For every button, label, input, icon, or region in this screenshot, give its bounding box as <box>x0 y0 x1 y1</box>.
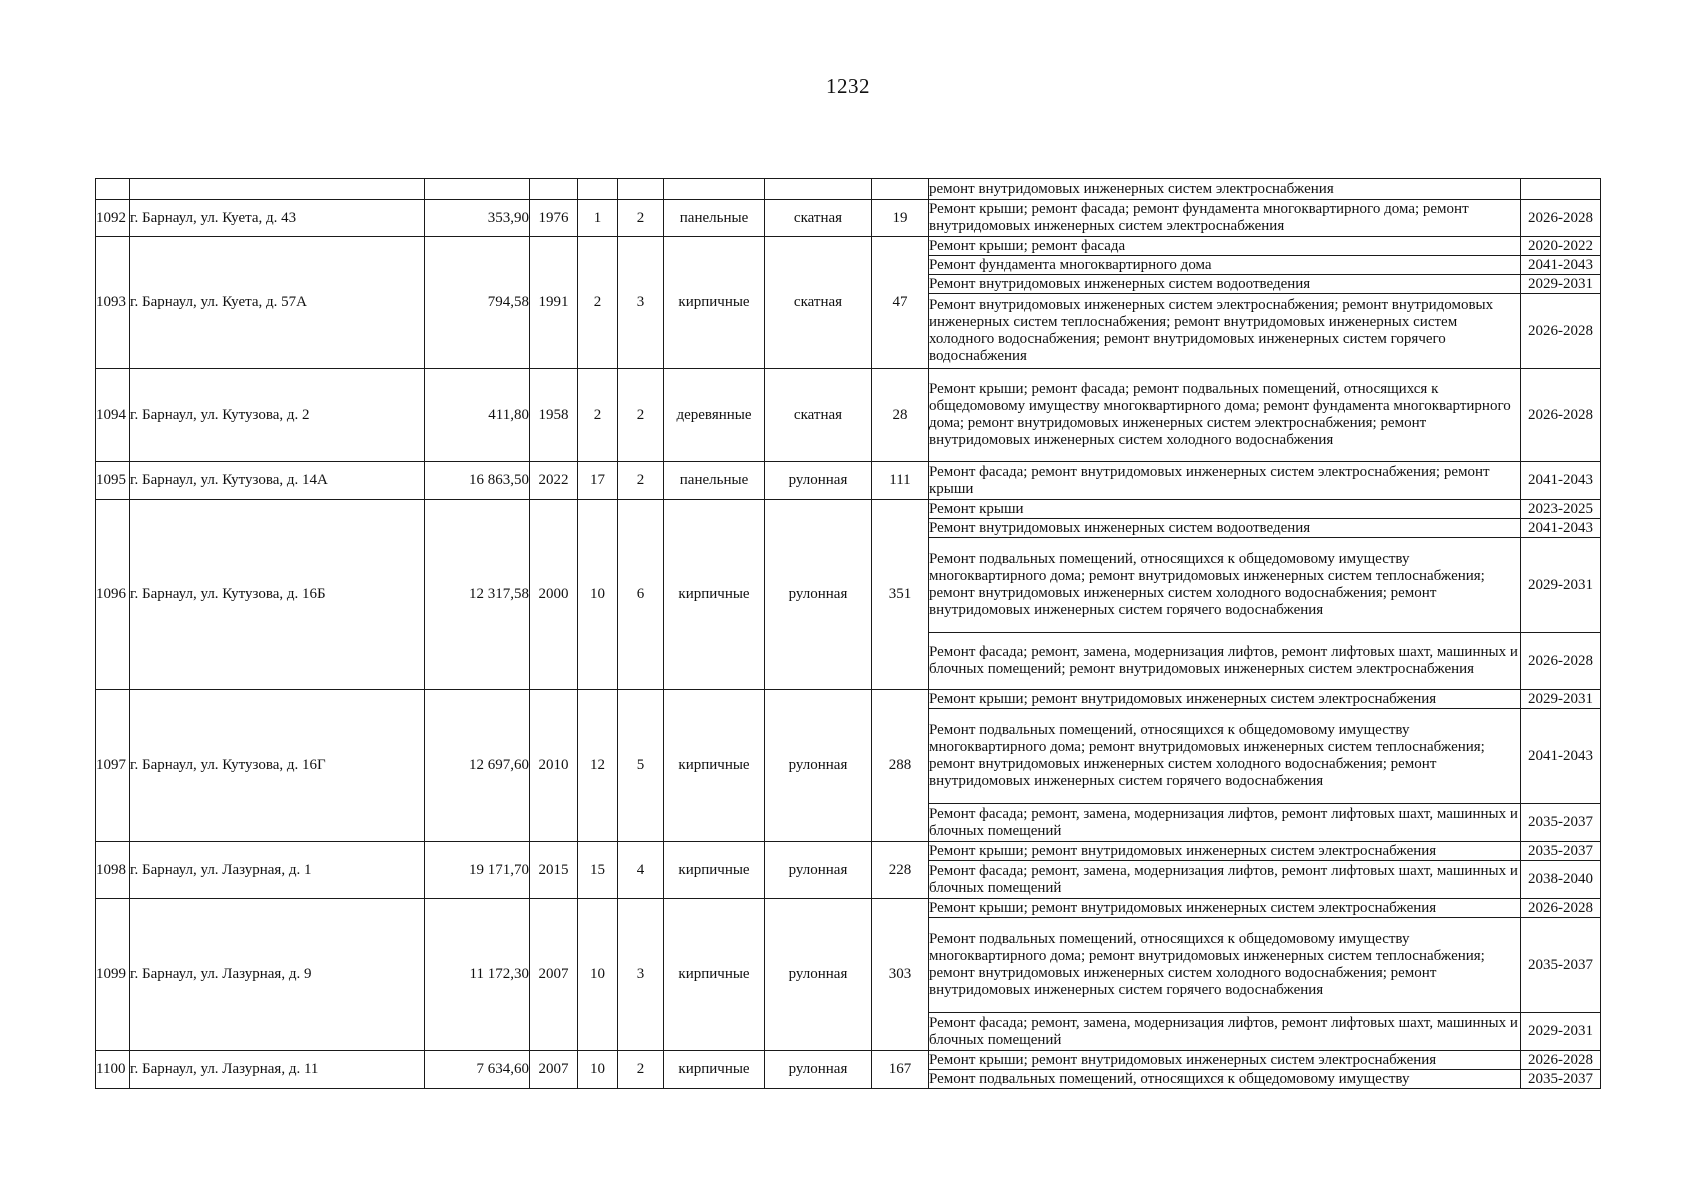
floors-count: 15 <box>578 842 618 899</box>
table-row <box>96 500 1601 519</box>
house-number: 1094 <box>96 369 130 462</box>
residents-count: 228 <box>872 842 929 899</box>
residents-count <box>872 179 929 200</box>
work-period: 2029-2031 <box>1521 1013 1601 1051</box>
work-description: Ремонт внутридомовых инженерных систем водоотведения <box>929 275 1521 294</box>
roof-type: скатная <box>765 237 872 369</box>
work-period: 2038-2040 <box>1521 861 1601 899</box>
residents-count: 19 <box>872 200 929 237</box>
work-description: Ремонт крыши; ремонт внутридомовых инженерных систем электроснабжения <box>929 899 1521 918</box>
construction-year: 1958 <box>530 369 578 462</box>
entrances-count: 3 <box>618 899 664 1051</box>
construction-year: 2007 <box>530 1051 578 1089</box>
house-area: 353,90 <box>425 200 530 237</box>
entrances-count: 2 <box>618 200 664 237</box>
work-period: 2020-2022 <box>1521 237 1601 256</box>
roof-type: рулонная <box>765 690 872 842</box>
construction-year: 2000 <box>530 500 578 690</box>
table-row <box>96 179 1601 200</box>
work-description: Ремонт подвальных помещений, относящихся к общедомовому имуществу <box>929 1070 1521 1089</box>
work-period: 2041-2043 <box>1521 519 1601 538</box>
house-address: г. Барнаул, ул. Куета, д. 43 <box>130 200 425 237</box>
floors-count: 10 <box>578 899 618 1051</box>
wall-material: кирпичные <box>664 500 765 690</box>
house-number: 1099 <box>96 899 130 1051</box>
house-number: 1098 <box>96 842 130 899</box>
entrances-count <box>618 179 664 200</box>
work-period: 2026-2028 <box>1521 899 1601 918</box>
roof-type <box>765 179 872 200</box>
work-description: Ремонт подвальных помещений, относящихся к общедомовому имуществу многоквартирного дома; ремонт внутридомовых инженерных систем теплоснабжения; ремонт внутридомовых инженерных систем холодного водоснабжения; ремонт внутридомовых инженерных систем горячего водоснабжения <box>929 918 1521 1013</box>
house-area: 12 697,60 <box>425 690 530 842</box>
house-address: г. Барнаул, ул. Кутузова, д. 14А <box>130 462 425 500</box>
construction-year: 1991 <box>530 237 578 369</box>
repair-schedule-table <box>95 178 1601 1089</box>
house-number: 1095 <box>96 462 130 500</box>
table-row <box>96 200 1601 237</box>
roof-type: скатная <box>765 369 872 462</box>
house-address <box>130 179 425 200</box>
floors-count: 10 <box>578 500 618 690</box>
work-description: Ремонт подвальных помещений, относящихся к общедомовому имуществу многоквартирного дома; ремонт внутридомовых инженерных систем теплоснабжения; ремонт внутридомовых инженерных систем холодного водоснабжения; ремонт внутридомовых инженерных систем горячего водоснабжения <box>929 709 1521 804</box>
work-period: 2035-2037 <box>1521 1070 1601 1089</box>
house-address: г. Барнаул, ул. Лазурная, д. 11 <box>130 1051 425 1089</box>
page-number: 1232 <box>826 74 870 98</box>
floors-count: 1 <box>578 200 618 237</box>
work-description: Ремонт фасада; ремонт внутридомовых инженерных систем электроснабжения; ремонт крыши <box>929 462 1521 500</box>
wall-material: кирпичные <box>664 1051 765 1089</box>
table-row <box>96 842 1601 861</box>
entrances-count: 2 <box>618 462 664 500</box>
work-period: 2041-2043 <box>1521 462 1601 500</box>
roof-type: рулонная <box>765 500 872 690</box>
wall-material <box>664 179 765 200</box>
work-description: Ремонт крыши <box>929 500 1521 519</box>
work-period <box>1521 179 1601 200</box>
construction-year: 2010 <box>530 690 578 842</box>
house-address: г. Барнаул, ул. Кутузова, д. 2 <box>130 369 425 462</box>
work-description: Ремонт внутридомовых инженерных систем водоотведения <box>929 519 1521 538</box>
work-description: Ремонт крыши; ремонт фасада <box>929 237 1521 256</box>
table-row <box>96 899 1601 918</box>
construction-year: 2022 <box>530 462 578 500</box>
house-number: 1096 <box>96 500 130 690</box>
residents-count: 351 <box>872 500 929 690</box>
roof-type: рулонная <box>765 899 872 1051</box>
work-description: Ремонт внутридомовых инженерных систем электроснабжения; ремонт внутридомовых инженерных систем теплоснабжения; ремонт внутридомовых инженерных систем холодного водоснабжения; ремонт внутридомовых инженерных систем горячего водоснабжения <box>929 294 1521 369</box>
work-description: Ремонт крыши; ремонт внутридомовых инженерных систем электроснабжения <box>929 1051 1521 1070</box>
work-period: 2026-2028 <box>1521 200 1601 237</box>
roof-type: скатная <box>765 200 872 237</box>
entrances-count: 2 <box>618 369 664 462</box>
work-period: 2041-2043 <box>1521 709 1601 804</box>
work-period: 2035-2037 <box>1521 804 1601 842</box>
entrances-count: 3 <box>618 237 664 369</box>
house-area: 11 172,30 <box>425 899 530 1051</box>
house-area: 16 863,50 <box>425 462 530 500</box>
wall-material: кирпичные <box>664 690 765 842</box>
work-period: 2026-2028 <box>1521 1051 1601 1070</box>
entrances-count: 2 <box>618 1051 664 1089</box>
floors-count <box>578 179 618 200</box>
house-area: 411,80 <box>425 369 530 462</box>
house-area: 12 317,58 <box>425 500 530 690</box>
work-period: 2035-2037 <box>1521 842 1601 861</box>
house-area <box>425 179 530 200</box>
wall-material: деревянные <box>664 369 765 462</box>
construction-year <box>530 179 578 200</box>
work-description: Ремонт крыши; ремонт внутридомовых инженерных систем электроснабжения <box>929 690 1521 709</box>
table-row <box>96 690 1601 709</box>
table-row <box>96 1051 1601 1070</box>
wall-material: панельные <box>664 200 765 237</box>
floors-count: 2 <box>578 369 618 462</box>
wall-material: кирпичные <box>664 899 765 1051</box>
work-description: Ремонт фасада; ремонт, замена, модернизация лифтов, ремонт лифтовых шахт, машинных и блочных помещений <box>929 804 1521 842</box>
work-description: Ремонт крыши; ремонт фасада; ремонт подвальных помещений, относящихся к общедомовому имуществу многоквартирного дома; ремонт фундамента многоквартирного дома; ремонт внутридомовых инженерных систем электроснабжения; ремонт внутридомовых инженерных систем холодного водоснабжения <box>929 369 1521 462</box>
house-address: г. Барнаул, ул. Лазурная, д. 1 <box>130 842 425 899</box>
residents-count: 288 <box>872 690 929 842</box>
floors-count: 2 <box>578 237 618 369</box>
work-period: 2029-2031 <box>1521 275 1601 294</box>
work-description: Ремонт подвальных помещений, относящихся к общедомовому имуществу многоквартирного дома; ремонт внутридомовых инженерных систем теплоснабжения; ремонт внутридомовых инженерных систем холодного водоснабжения; ремонт внутридомовых инженерных систем горячего водоснабжения <box>929 538 1521 633</box>
work-description: Ремонт крыши; ремонт внутридомовых инженерных систем электроснабжения <box>929 842 1521 861</box>
work-description: Ремонт фасада; ремонт, замена, модернизация лифтов, ремонт лифтовых шахт, машинных и блочных помещений <box>929 861 1521 899</box>
house-number: 1093 <box>96 237 130 369</box>
construction-year: 2007 <box>530 899 578 1051</box>
work-description: Ремонт фасада; ремонт, замена, модернизация лифтов, ремонт лифтовых шахт, машинных и блочных помещений <box>929 1013 1521 1051</box>
roof-type: рулонная <box>765 842 872 899</box>
table-row <box>96 237 1601 256</box>
work-period: 2026-2028 <box>1521 369 1601 462</box>
work-period: 2023-2025 <box>1521 500 1601 519</box>
house-address: г. Барнаул, ул. Куета, д. 57А <box>130 237 425 369</box>
table-row <box>96 369 1601 462</box>
house-number: 1097 <box>96 690 130 842</box>
wall-material: кирпичные <box>664 237 765 369</box>
house-number <box>96 179 130 200</box>
house-address: г. Барнаул, ул. Лазурная, д. 9 <box>130 899 425 1051</box>
house-number: 1100 <box>96 1051 130 1089</box>
residents-count: 167 <box>872 1051 929 1089</box>
work-description: ремонт внутридомовых инженерных систем электроснабжения <box>929 179 1521 200</box>
table-row <box>96 462 1601 500</box>
roof-type: рулонная <box>765 462 872 500</box>
floors-count: 17 <box>578 462 618 500</box>
construction-year: 1976 <box>530 200 578 237</box>
house-area: 794,58 <box>425 237 530 369</box>
house-address: г. Барнаул, ул. Кутузова, д. 16Б <box>130 500 425 690</box>
roof-type: рулонная <box>765 1051 872 1089</box>
floors-count: 12 <box>578 690 618 842</box>
entrances-count: 4 <box>618 842 664 899</box>
construction-year: 2015 <box>530 842 578 899</box>
work-period: 2029-2031 <box>1521 538 1601 633</box>
residents-count: 303 <box>872 899 929 1051</box>
wall-material: панельные <box>664 462 765 500</box>
work-period: 2026-2028 <box>1521 294 1601 369</box>
entrances-count: 5 <box>618 690 664 842</box>
residents-count: 47 <box>872 237 929 369</box>
residents-count: 111 <box>872 462 929 500</box>
house-address: г. Барнаул, ул. Кутузова, д. 16Г <box>130 690 425 842</box>
work-period: 2026-2028 <box>1521 633 1601 690</box>
house-area: 19 171,70 <box>425 842 530 899</box>
work-description: Ремонт фундамента многоквартирного дома <box>929 256 1521 275</box>
residents-count: 28 <box>872 369 929 462</box>
work-period: 2029-2031 <box>1521 690 1601 709</box>
floors-count: 10 <box>578 1051 618 1089</box>
work-description: Ремонт крыши; ремонт фасада; ремонт фундамента многоквартирного дома; ремонт внутридомовых инженерных систем электроснабжения <box>929 200 1521 237</box>
entrances-count: 6 <box>618 500 664 690</box>
work-period: 2041-2043 <box>1521 256 1601 275</box>
wall-material: кирпичные <box>664 842 765 899</box>
table-body <box>96 179 1601 1089</box>
work-period: 2035-2037 <box>1521 918 1601 1013</box>
house-number: 1092 <box>96 200 130 237</box>
house-area: 7 634,60 <box>425 1051 530 1089</box>
work-description: Ремонт фасада; ремонт, замена, модернизация лифтов, ремонт лифтовых шахт, машинных и блочных помещений; ремонт внутридомовых инженерных систем электроснабжения <box>929 633 1521 690</box>
